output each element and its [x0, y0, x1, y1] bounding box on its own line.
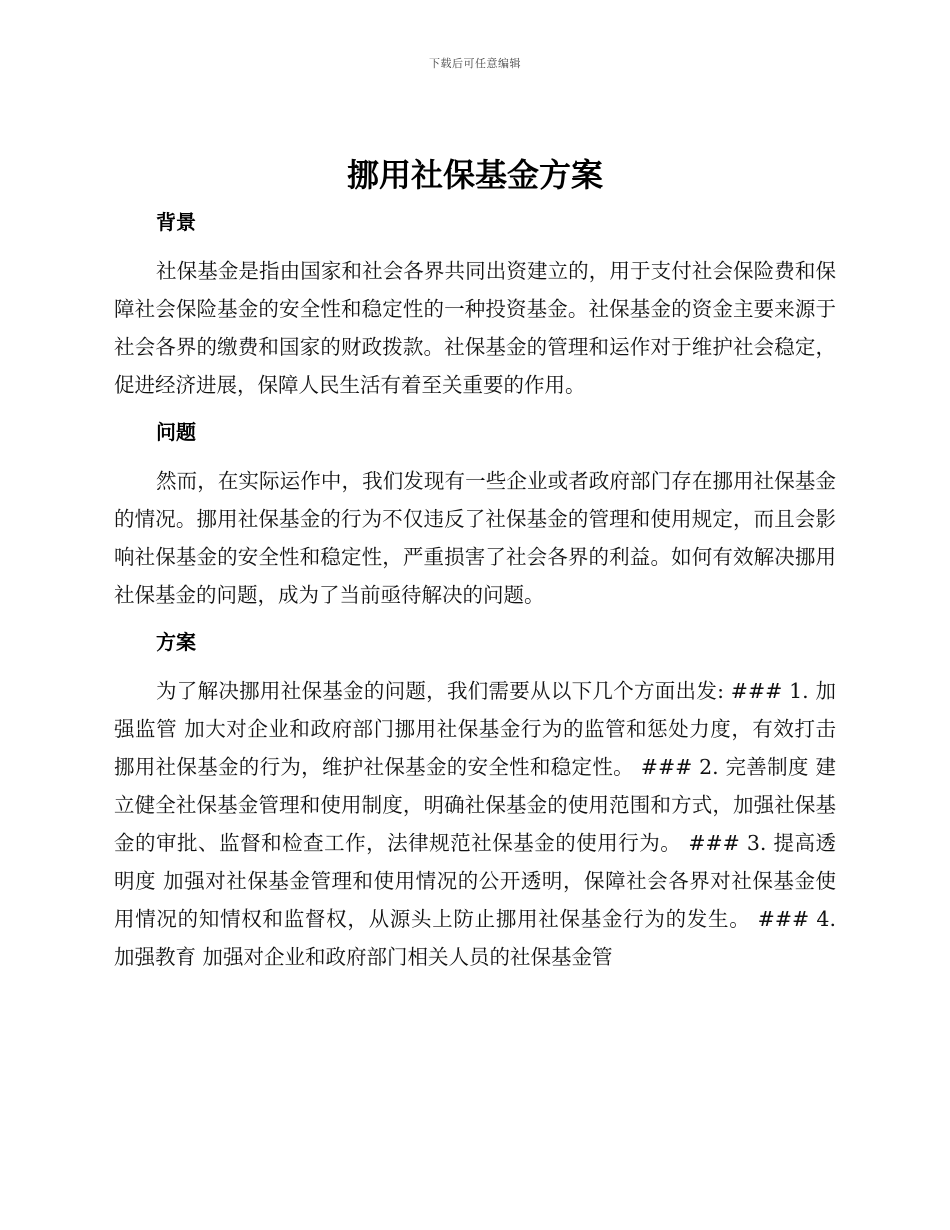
section-paragraph: 为了解决挪用社保基金的问题，我们需要从以下几个方面出发: ### 1. 加强监管 加大对企业和政府部门挪用社保基金行为的监管和惩处力度，有效打击挪用社保基金的行为，维护社保基金的安全性和稳定性。 ### 2. 完善制度 建立健全社保基金管理和使用制度，明确社保基金的使用范围和方式，加强社保基金的审批、监督和检查工作，法律规范社保基金的使用行为。 ### 3. 提高透明度 加强对社保基金管理和使用情况的公开透明，保障社会各界对社保基金使用情况的知情权和监督权，从源头上防止挪用社保基金行为的发生。 ### 4. 加强教育 加强对企业和政府部门相关人员的社保基金管: [114, 679, 836, 969]
section-heading: 方案: [156, 630, 196, 654]
section-heading: 问题: [156, 420, 196, 444]
section-paragraph: 社保基金是指由国家和社会各界共同出资建立的，用于支付社会保险费和保障社会保险基金的安全性和稳定性的一种投资基金。社保基金的资金主要来源于社会各界的缴费和国家的财政拨款。社保基金的管理和运作对于维护社会稳定，促进经济进展，保障人民生活有着至关重要的作用。: [114, 259, 836, 397]
section-heading: 背景: [156, 210, 196, 234]
section-solution: [114, 624, 836, 976]
section-background: [114, 204, 836, 404]
page-header-note: 下载后可任意编辑: [429, 57, 521, 70]
section-paragraph: 然而，在实际运作中，我们发现有一些企业或者政府部门存在挪用社保基金的情况。挪用社保基金的行为不仅违反了社保基金的管理和使用规定，而且会影响社保基金的安全性和稳定性，严重损害了社会各界的利益。如何有效解决挪用社保基金的问题，成为了当前亟待解决的问题。: [114, 469, 836, 607]
section-problem: [114, 414, 836, 614]
document-body: [114, 200, 836, 986]
document-title: 挪用社保基金方案: [346, 156, 603, 194]
